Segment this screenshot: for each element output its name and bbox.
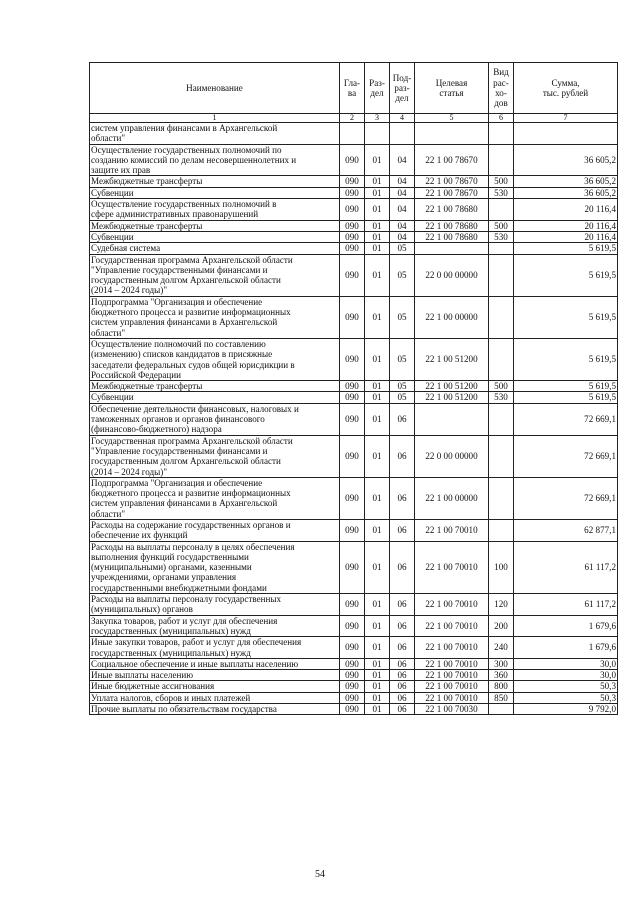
- row-section: 01: [365, 187, 390, 198]
- row-amount: 50,3: [514, 681, 618, 692]
- row-target-article: 22 1 00 00000: [415, 296, 489, 338]
- row-amount: 30,0: [514, 670, 618, 681]
- row-amount: 72 669,1: [514, 435, 618, 477]
- row-name: Подпрограмма "Организация и обеспечение бюджетного процесса и развитие информационных систем управления финансами в Архангельской области": [90, 477, 340, 519]
- row-section: 01: [365, 144, 390, 176]
- row-subsection: 06: [390, 670, 415, 681]
- row-target-article: 22 1 00 51200: [415, 381, 489, 392]
- row-target-article: 22 1 00 00000: [415, 477, 489, 519]
- row-amount: 1 679,6: [514, 615, 618, 637]
- table-row: [90, 658, 618, 669]
- row-chapter: 090: [340, 541, 365, 593]
- row-expense-type: 530: [489, 231, 514, 242]
- row-subsection: 04: [390, 231, 415, 242]
- header-subsection: Под- раз- дел: [390, 63, 415, 114]
- row-chapter: 090: [340, 199, 365, 221]
- row-amount: 62 877,1: [514, 519, 618, 541]
- row-target-article: 22 1 00 70030: [415, 704, 489, 715]
- header-chapter: Гла- ва: [340, 63, 365, 114]
- row-amount: 30,0: [514, 658, 618, 669]
- row-expense-type: [489, 254, 514, 296]
- row-section: [365, 123, 390, 145]
- row-expense-type: [489, 519, 514, 541]
- row-amount: 5 619,5: [514, 254, 618, 296]
- row-expense-type: 200: [489, 615, 514, 637]
- row-chapter: 090: [340, 477, 365, 519]
- row-name: Осуществление полномочий по составлению (изменению) списков кандидатов в присяжные заседатели федеральных судов общей юрисдикции в Российской Федерации: [90, 338, 340, 380]
- row-chapter: 090: [340, 392, 365, 403]
- row-section: 01: [365, 392, 390, 403]
- row-target-article: 22 1 00 78680: [415, 231, 489, 242]
- row-name: Расходы на выплаты персоналу государственных (муниципальных) органов: [90, 594, 340, 616]
- column-number-row: [90, 114, 618, 123]
- column-number: 4: [390, 114, 415, 123]
- row-chapter: 090: [340, 338, 365, 380]
- row-chapter: 090: [340, 381, 365, 392]
- row-chapter: 090: [340, 187, 365, 198]
- row-expense-type: [489, 338, 514, 380]
- row-chapter: 090: [340, 681, 365, 692]
- row-expense-type: 800: [489, 681, 514, 692]
- row-chapter: 090: [340, 296, 365, 338]
- row-subsection: 05: [390, 243, 415, 254]
- table-row: [90, 392, 618, 403]
- row-amount: 5 619,5: [514, 243, 618, 254]
- row-subsection: 05: [390, 254, 415, 296]
- row-amount: 5 619,5: [514, 338, 618, 380]
- row-subsection: 04: [390, 187, 415, 198]
- table-row: [90, 338, 618, 380]
- column-number: 5: [415, 114, 489, 123]
- row-target-article: 22 1 00 70010: [415, 637, 489, 659]
- row-expense-type: 100: [489, 541, 514, 593]
- row-section: 01: [365, 220, 390, 231]
- row-name: Иные выплаты населению: [90, 670, 340, 681]
- row-subsection: 06: [390, 681, 415, 692]
- row-name: Судебная система: [90, 243, 340, 254]
- table-row: [90, 670, 618, 681]
- row-subsection: 05: [390, 338, 415, 380]
- table-row: [90, 519, 618, 541]
- row-chapter: 090: [340, 403, 365, 435]
- header-amount: Сумма, тыс. рублей: [514, 63, 618, 114]
- row-target-article: 22 1 00 51200: [415, 338, 489, 380]
- row-name: Расходы на выплаты персоналу в целях обеспечения выполнения функций государственными (муниципальными) органами, казенными учреждениями, органами управления государственными внебюджетными фондами: [90, 541, 340, 593]
- row-chapter: 090: [340, 144, 365, 176]
- row-section: 01: [365, 615, 390, 637]
- row-section: 01: [365, 176, 390, 187]
- table-row: [90, 199, 618, 221]
- header-row: [90, 63, 618, 114]
- row-target-article: 22 1 00 70010: [415, 670, 489, 681]
- table-row: [90, 296, 618, 338]
- row-target-article: 22 1 00 70010: [415, 681, 489, 692]
- table-row: [90, 243, 618, 254]
- table-row: [90, 615, 618, 637]
- row-name: Подпрограмма "Организация и обеспечение бюджетного процесса и развитие информационных систем управления финансами в Архангельской области": [90, 296, 340, 338]
- row-subsection: 06: [390, 594, 415, 616]
- row-name: Закупка товаров, работ и услуг для обеспечения государственных (муниципальных) нужд: [90, 615, 340, 637]
- column-number: 7: [514, 114, 618, 123]
- row-expense-type: 500: [489, 176, 514, 187]
- row-expense-type: 530: [489, 187, 514, 198]
- row-amount: 20 116,4: [514, 231, 618, 242]
- row-chapter: 090: [340, 637, 365, 659]
- row-expense-type: [489, 403, 514, 435]
- row-amount: 1 679,6: [514, 637, 618, 659]
- row-section: 01: [365, 704, 390, 715]
- row-subsection: 05: [390, 392, 415, 403]
- row-name: Государственная программа Архангельской области "Управление государственными финансами и государственным долгом Архангельской области (2014 – 2024 годы)": [90, 435, 340, 477]
- row-section: 01: [365, 477, 390, 519]
- row-target-article: [415, 123, 489, 145]
- row-section: 01: [365, 435, 390, 477]
- column-number: 2: [340, 114, 365, 123]
- row-target-article: [415, 243, 489, 254]
- budget-table: [89, 62, 618, 715]
- row-amount: 5 619,5: [514, 296, 618, 338]
- column-number: 3: [365, 114, 390, 123]
- row-chapter: 090: [340, 243, 365, 254]
- row-chapter: 090: [340, 176, 365, 187]
- row-subsection: 06: [390, 637, 415, 659]
- row-section: 01: [365, 594, 390, 616]
- row-target-article: 22 1 00 70010: [415, 594, 489, 616]
- row-section: 01: [365, 199, 390, 221]
- table-row: [90, 692, 618, 703]
- table-row: [90, 704, 618, 715]
- row-section: 01: [365, 381, 390, 392]
- row-section: 01: [365, 670, 390, 681]
- table-row: [90, 187, 618, 198]
- row-subsection: 06: [390, 541, 415, 593]
- row-amount: 36 605,2: [514, 144, 618, 176]
- row-subsection: 04: [390, 176, 415, 187]
- page-number: 54: [315, 869, 325, 880]
- row-amount: 36 605,2: [514, 176, 618, 187]
- row-name: Осуществление государственных полномочий в сфере административных правонарушений: [90, 199, 340, 221]
- row-name: систем управления финансами в Архангельской области": [90, 123, 340, 145]
- row-name: Осуществление государственных полномочий по созданию комиссий по делам несовершеннолетних и защите их прав: [90, 144, 340, 176]
- column-number: 1: [90, 114, 340, 123]
- header-target-article: Целевая статья: [415, 63, 489, 114]
- row-expense-type: [489, 477, 514, 519]
- header-section: Раз- дел: [365, 63, 390, 114]
- row-section: 01: [365, 231, 390, 242]
- row-chapter: 090: [340, 658, 365, 669]
- row-section: 01: [365, 541, 390, 593]
- row-amount: 5 619,5: [514, 392, 618, 403]
- row-amount: 5 619,5: [514, 381, 618, 392]
- row-subsection: 06: [390, 704, 415, 715]
- row-amount: 20 116,4: [514, 199, 618, 221]
- header-expense-type: Вид рас- хо- дов: [489, 63, 514, 114]
- table-row: [90, 220, 618, 231]
- row-chapter: 090: [340, 519, 365, 541]
- row-amount: 20 116,4: [514, 220, 618, 231]
- row-section: 01: [365, 243, 390, 254]
- row-expense-type: 240: [489, 637, 514, 659]
- table-row: [90, 435, 618, 477]
- table-row: [90, 123, 618, 145]
- table-row: [90, 144, 618, 176]
- row-name: Обеспечение деятельности финансовых, налоговых и таможенных органов и органов финансового (финансово-бюджетного) надзора: [90, 403, 340, 435]
- table-row: [90, 381, 618, 392]
- row-name: Межбюджетные трансферты: [90, 220, 340, 231]
- row-chapter: 090: [340, 231, 365, 242]
- table-row: [90, 594, 618, 616]
- row-subsection: 06: [390, 477, 415, 519]
- row-subsection: 06: [390, 403, 415, 435]
- row-expense-type: 850: [489, 692, 514, 703]
- table-row: [90, 681, 618, 692]
- row-expense-type: [489, 704, 514, 715]
- row-section: 01: [365, 692, 390, 703]
- row-target-article: 22 1 00 70010: [415, 692, 489, 703]
- row-name: Субвенции: [90, 392, 340, 403]
- row-amount: 61 117,2: [514, 541, 618, 593]
- row-amount: 50,3: [514, 692, 618, 703]
- row-expense-type: 500: [489, 381, 514, 392]
- row-subsection: 06: [390, 435, 415, 477]
- row-target-article: 22 1 00 78670: [415, 144, 489, 176]
- row-target-article: 22 1 00 70010: [415, 541, 489, 593]
- table-row: [90, 403, 618, 435]
- table-row: [90, 254, 618, 296]
- row-chapter: 090: [340, 670, 365, 681]
- row-chapter: 090: [340, 615, 365, 637]
- row-name: Субвенции: [90, 231, 340, 242]
- row-expense-type: 360: [489, 670, 514, 681]
- row-target-article: 22 1 00 78680: [415, 220, 489, 231]
- row-expense-type: 500: [489, 220, 514, 231]
- row-subsection: 04: [390, 144, 415, 176]
- row-subsection: 04: [390, 220, 415, 231]
- row-subsection: 05: [390, 296, 415, 338]
- row-target-article: [415, 403, 489, 435]
- row-chapter: 090: [340, 594, 365, 616]
- row-amount: 61 117,2: [514, 594, 618, 616]
- row-name: Межбюджетные трансферты: [90, 176, 340, 187]
- row-name: Уплата налогов, сборов и иных платежей: [90, 692, 340, 703]
- row-section: 01: [365, 338, 390, 380]
- row-target-article: 22 1 00 78680: [415, 199, 489, 221]
- row-amount: 9 792,0: [514, 704, 618, 715]
- row-amount: 72 669,1: [514, 477, 618, 519]
- table-body: [90, 123, 618, 715]
- row-subsection: 04: [390, 199, 415, 221]
- row-target-article: 22 1 00 78670: [415, 176, 489, 187]
- row-expense-type: [489, 296, 514, 338]
- row-name: Социальное обеспечение и иные выплаты населению: [90, 658, 340, 669]
- row-expense-type: [489, 199, 514, 221]
- row-subsection: [390, 123, 415, 145]
- column-number: 6: [489, 114, 514, 123]
- row-chapter: 090: [340, 704, 365, 715]
- table-row: [90, 477, 618, 519]
- row-chapter: 090: [340, 254, 365, 296]
- row-subsection: 06: [390, 519, 415, 541]
- row-target-article: 22 1 00 70010: [415, 615, 489, 637]
- row-target-article: 22 1 00 70010: [415, 658, 489, 669]
- row-name: Межбюджетные трансферты: [90, 381, 340, 392]
- row-expense-type: 300: [489, 658, 514, 669]
- row-expense-type: [489, 243, 514, 254]
- row-section: 01: [365, 658, 390, 669]
- table-row: [90, 637, 618, 659]
- row-chapter: 090: [340, 692, 365, 703]
- row-name: Иные бюджетные ассигнования: [90, 681, 340, 692]
- row-target-article: 22 0 00 00000: [415, 254, 489, 296]
- row-expense-type: 120: [489, 594, 514, 616]
- row-target-article: 22 0 00 00000: [415, 435, 489, 477]
- row-chapter: 090: [340, 220, 365, 231]
- row-target-article: 22 1 00 70010: [415, 519, 489, 541]
- row-section: 01: [365, 519, 390, 541]
- row-name: Государственная программа Архангельской области "Управление государственными финансами и государственным долгом Архангельской области (2014 – 2024 годы)": [90, 254, 340, 296]
- row-chapter: [340, 123, 365, 145]
- row-section: 01: [365, 637, 390, 659]
- header-name: Наименование: [90, 63, 340, 114]
- row-subsection: 06: [390, 658, 415, 669]
- row-chapter: 090: [340, 435, 365, 477]
- table-row: [90, 176, 618, 187]
- row-amount: [514, 123, 618, 145]
- row-expense-type: 530: [489, 392, 514, 403]
- row-subsection: 06: [390, 615, 415, 637]
- row-section: 01: [365, 296, 390, 338]
- row-subsection: 06: [390, 692, 415, 703]
- row-section: 01: [365, 254, 390, 296]
- row-name: Прочие выплаты по обязательствам государства: [90, 704, 340, 715]
- row-name: Расходы на содержание государственных органов и обеспечение их функций: [90, 519, 340, 541]
- row-amount: 36 605,2: [514, 187, 618, 198]
- row-section: 01: [365, 681, 390, 692]
- row-target-article: 22 1 00 78670: [415, 187, 489, 198]
- row-expense-type: [489, 144, 514, 176]
- table-row: [90, 541, 618, 593]
- row-amount: 72 669,1: [514, 403, 618, 435]
- row-name: Иные закупки товаров, работ и услуг для обеспечения государственных (муниципальных) нужд: [90, 637, 340, 659]
- row-subsection: 05: [390, 381, 415, 392]
- row-expense-type: [489, 435, 514, 477]
- table-row: [90, 231, 618, 242]
- row-section: 01: [365, 403, 390, 435]
- row-expense-type: [489, 123, 514, 145]
- row-name: Субвенции: [90, 187, 340, 198]
- row-target-article: 22 1 00 51200: [415, 392, 489, 403]
